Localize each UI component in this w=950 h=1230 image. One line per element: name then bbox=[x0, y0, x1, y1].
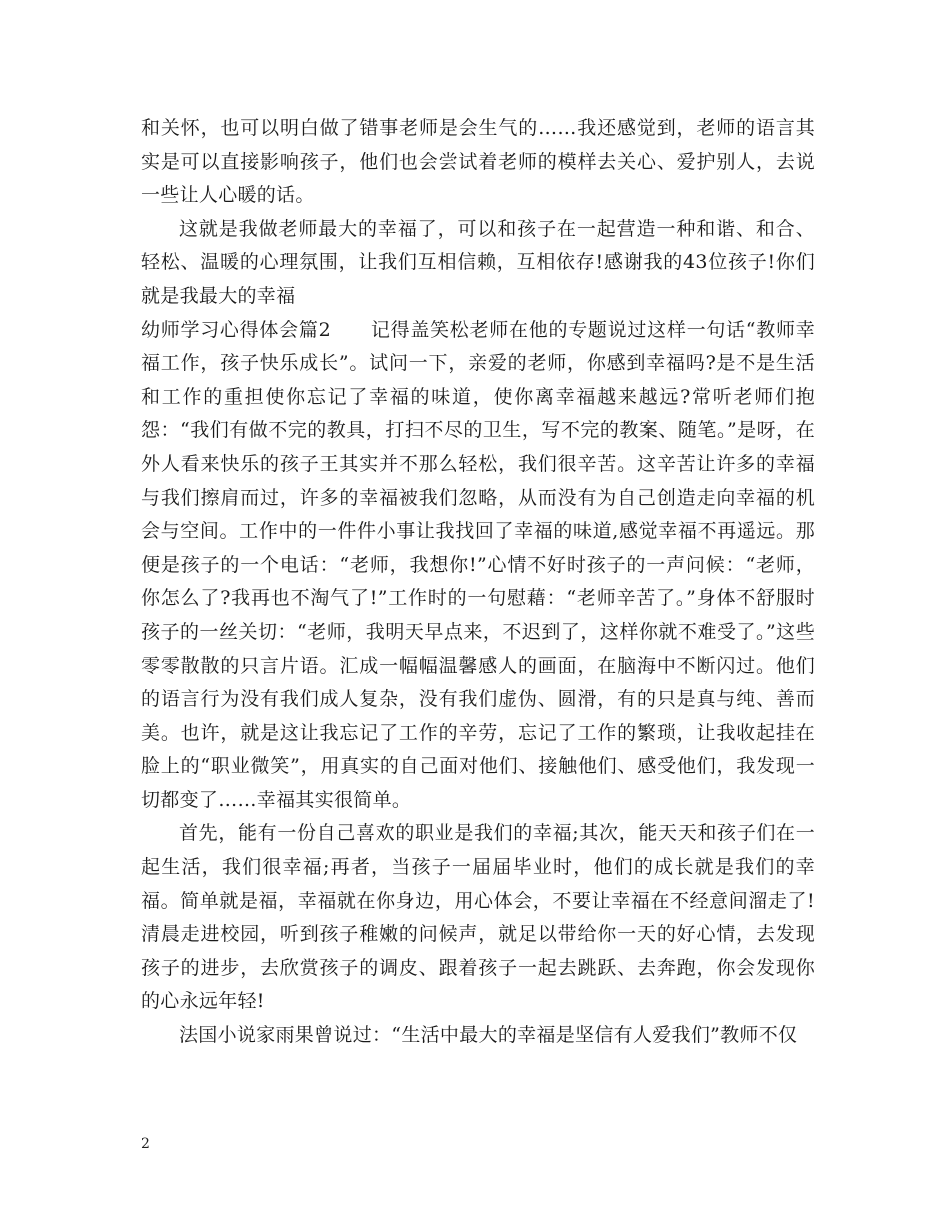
paragraph-3: 幼师学习心得体会篇2 记得盖笑松老师在他的专题说过这样一句话“教师幸福工作，孩子快乐成长”。试问一下，亲爱的老师，你感到幸福吗?是不是生活和工作的重担使你忘记了幸福的味道，使你离幸福越来越远?常听老师们抱怨：“我们有做不完的教具，打扫不尽的卫生，写不完的教案、随笔。”是呀，在外人看来快乐的孩子王其实并不那么轻松，我们很辛苦。这辛苦让许多的幸福与我们擦肩而过，许多的幸福被我们忽略，从而没有为自己创造走向幸福的机会与空间。工作中的一件件小事让我找回了幸福的味道,感觉幸福不再遥远。那便是孩子的一个电话：“老师，我想你!”心情不好时孩子的一声问候：“老师，你怎么了?我再也不淘气了!”工作时的一句慰藉：“老师辛苦了。”身体不舒服时孩子的一丝关切：“老师，我明天早点来，不迟到了，这样你就不难受了。”这些零零散散的只言片语。汇成一幅幅温馨感人的画面，在脑海中不断闪过。他们的语言行为没有我们成人复杂，没有我们虚伪、圆滑，有的只是真与纯、善而美。也许，就是这让我忘记了工作的辛劳，忘记了工作的繁琐，让我收起挂在脸上的“职业微笑”，用真实的自己面对他们、接触他们、感受他们，我发现一切都变了……幸福其实很简单。 bbox=[141, 318, 815, 811]
paragraph-4: 首先，能有一份自己喜欢的职业是我们的幸福;其次，能天天和孩子们在一起生活，我们很幸福;再者，当孩子一届届毕业时，他们的成长就是我们的幸福。简单就是福，幸福就在你身边，用心体会，不要让幸福在不经意间溜走了!清晨走进校园，听到孩子稚嫩的问候声，就足以带给你一天的好心情，去发现孩子的进步，去欣赏孩子的调皮、跟着孩子一起去跳跃、去奔跑，你会发现你的心永远年轻! bbox=[141, 822, 815, 1013]
paragraph-5: 法国小说家雨果曾说过：“生活中最大的幸福是坚信有人爱我们”教师不仅 bbox=[179, 1024, 798, 1047]
page-number: 2 bbox=[141, 1136, 150, 1152]
paragraph-2: 这就是我做老师最大的幸福了，可以和孩子在一起营造一种和谐、和合、轻松、温暖的心理氛围，让我们互相信赖，互相依存!感谢我的43位孩子!你们就是我最大的幸福 bbox=[141, 217, 815, 307]
document-body bbox=[141, 112, 815, 1053]
paragraph-1: 和关怀，也可以明白做了错事老师是会生气的……我还感觉到，老师的语言其实是可以直接影响孩子，他们也会尝试着老师的模样去关心、爱护别人，去说一些让人心暖的话。 bbox=[141, 117, 815, 207]
